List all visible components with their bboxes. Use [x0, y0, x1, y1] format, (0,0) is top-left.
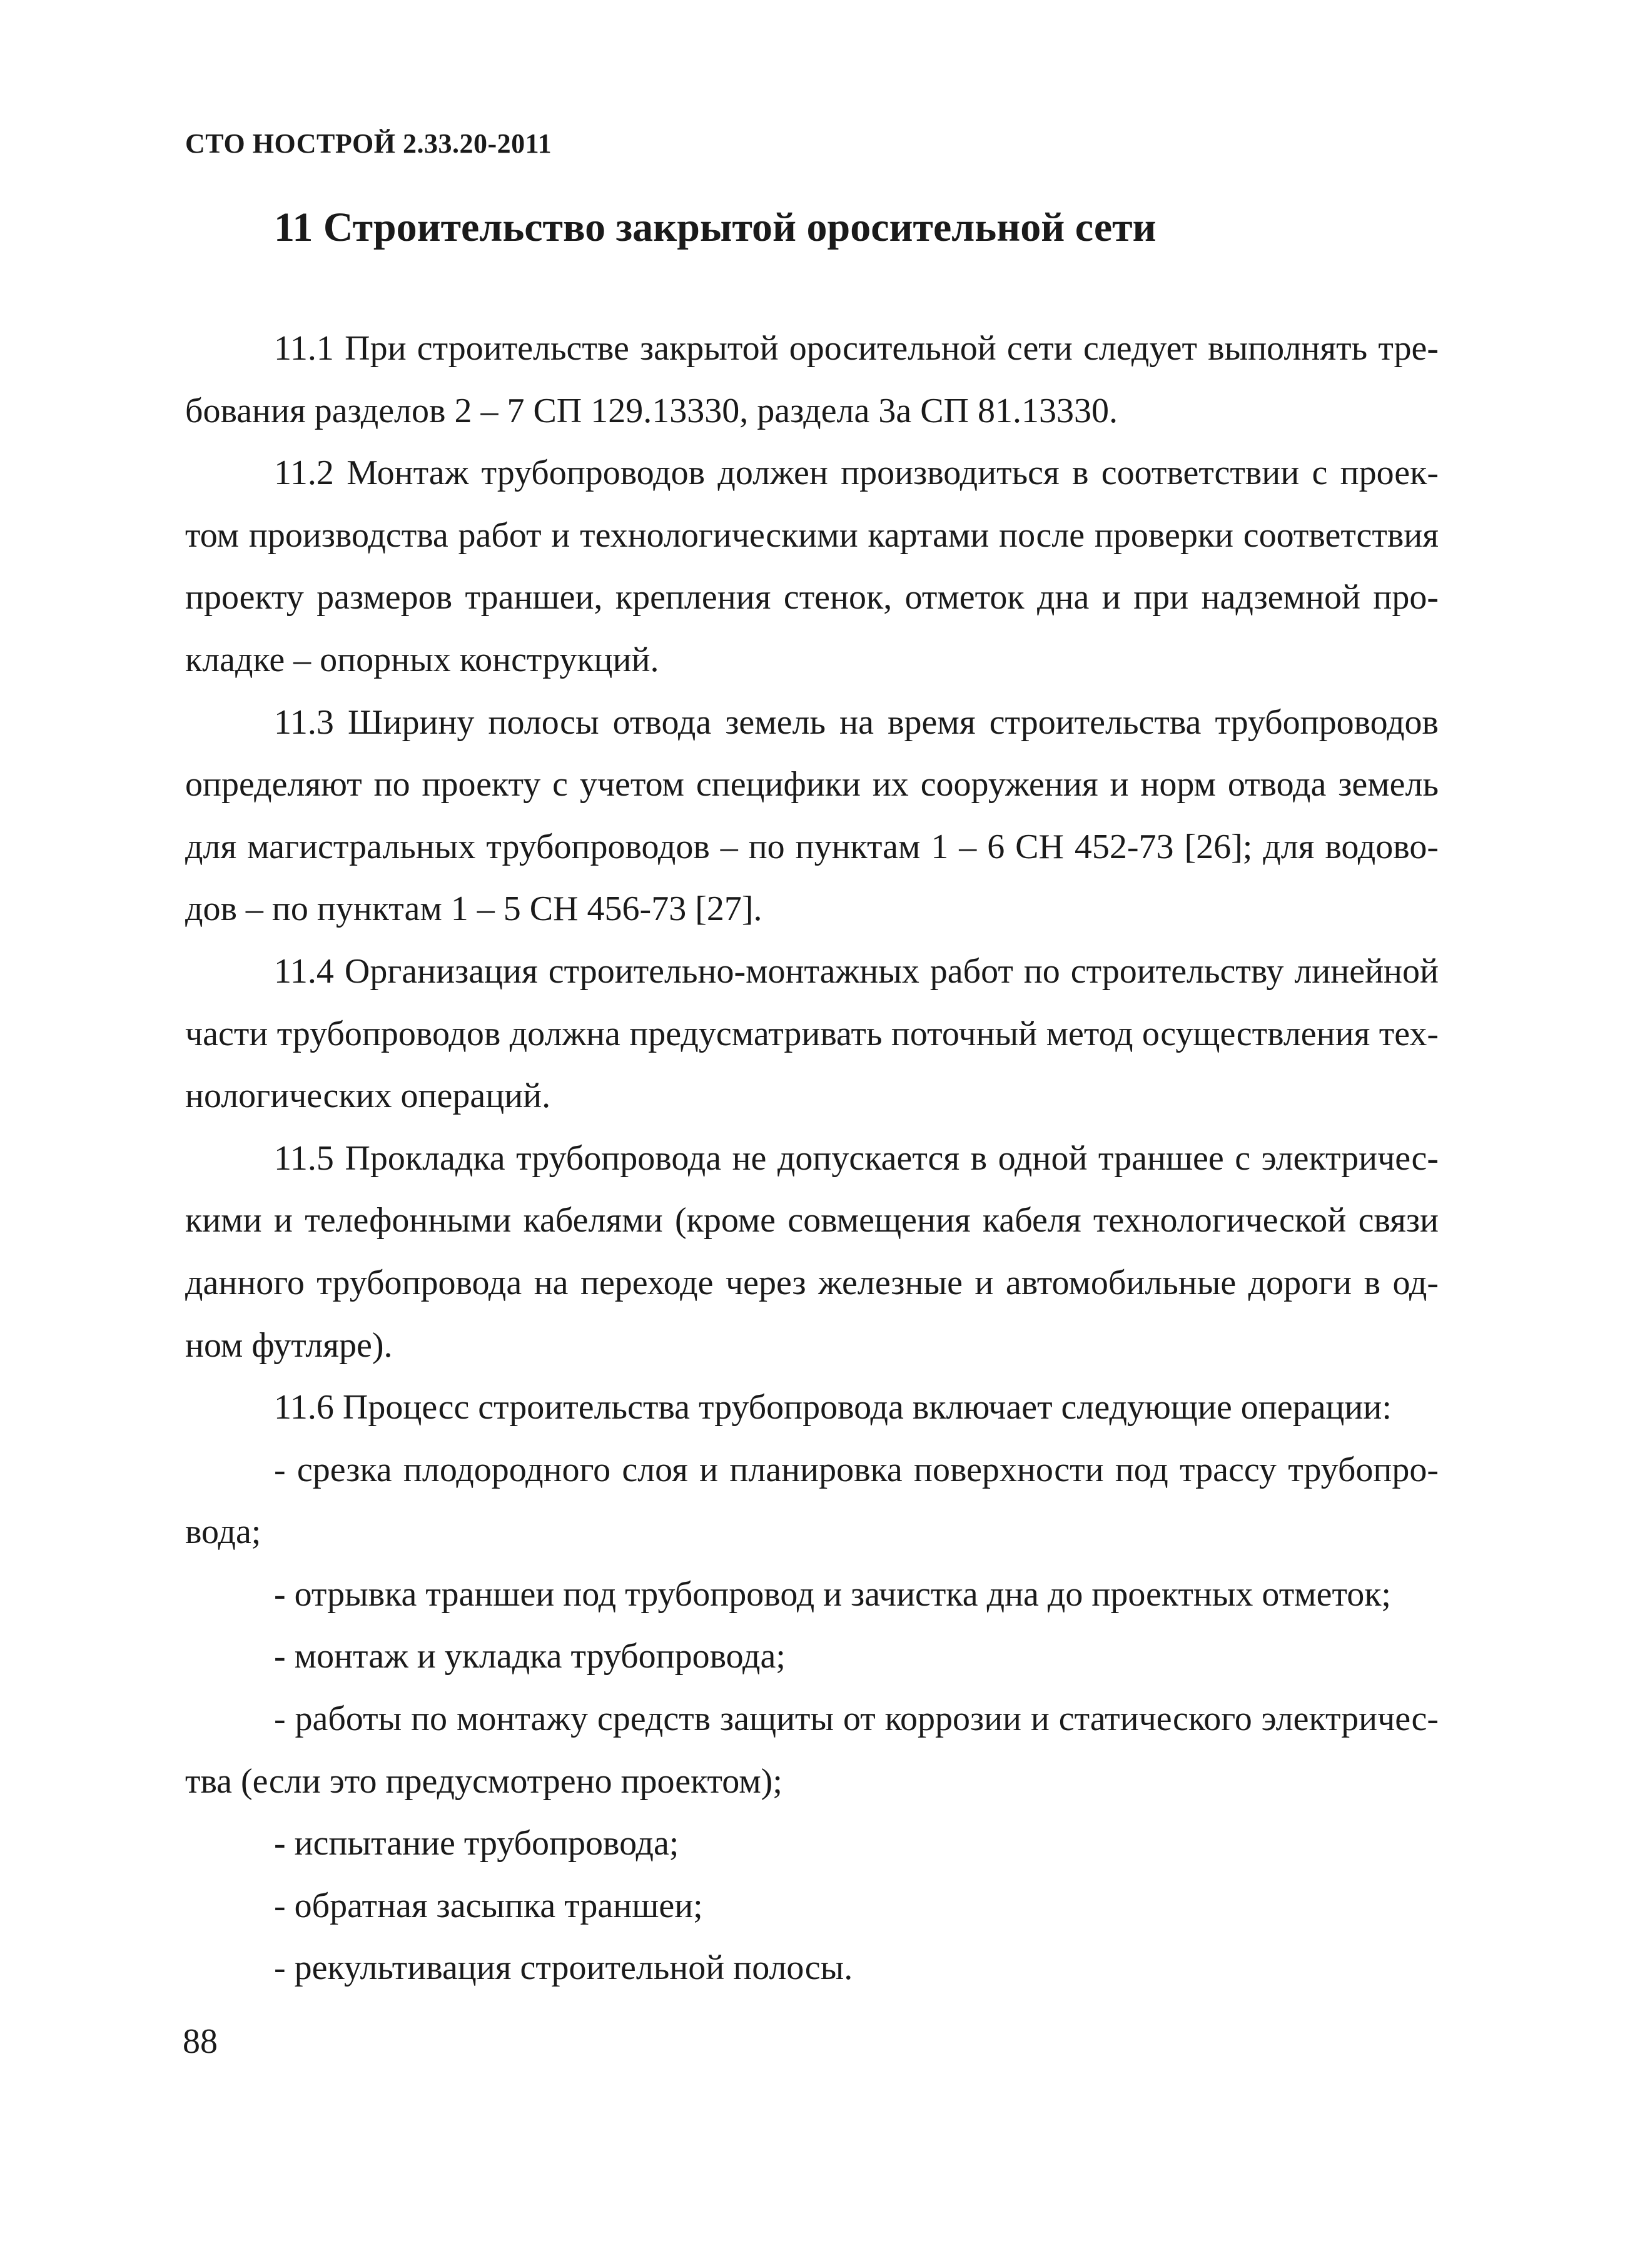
list-item: - испытание трубопровода;: [274, 1824, 679, 1863]
paragraph-11-3: 11.3 Ширину полосы отвода земель на время строительства трубопроводов определяют по проекту с учетом специфики их сооружения и норм отвода земель для магистральных трубопроводов – по пунктам 1 – 6 СН 452-73 [26]; для водоводов – по пунктам 1 – 5 СН 456-73 [27].: [185, 702, 1439, 929]
list-item: - рекультивация строительной полосы.: [274, 1948, 853, 1988]
paragraph-11-2: 11.2 Монтаж трубопроводов должен производиться в соответствии с проектом производства работ и технологическими картами после проверки соответствия проекту размеров траншеи, крепления стенок, отметок дна и при надземной прокладке – опорных конструкций.: [185, 453, 1439, 679]
paragraph-11-6: 11.6 Процесс строительства трубопровода включает следующие операции:: [274, 1388, 1392, 1427]
paragraph-11-5: 11.5 Прокладка трубопровода не допускается в одной траншее с электрическими и телефонными кабелями (кроме совмещения кабеля технологической связи данного трубопровода на переходе через железные и автомобильные дороги в одном футляре).: [185, 1138, 1439, 1365]
list-item: - срезка плодородного слоя и планировка поверхности под трассу трубопровода;: [185, 1450, 1439, 1552]
paragraph-11-1: 11.1 При строительстве закрытой оросительной сети следует выполнять требования разделов 2 – 7 СП 129.13330, раздела 3а СП 81.13330.: [185, 329, 1439, 430]
paragraph-11-4: 11.4 Организация строительно-монтажных работ по строительству линейной части трубопроводов должна предусматривать поточный метод осуществления технологических операций.: [185, 951, 1439, 1116]
list-item: - отрывка траншеи под трубопровод и зачистка дна до проектных отметок;: [274, 1574, 1391, 1614]
section-title: 11 Строительство закрытой оросительной сети: [274, 205, 1157, 250]
list-item: - обратная засыпка траншеи;: [274, 1886, 703, 1925]
page-number: 88: [183, 2022, 218, 2061]
document-code-header: СТО НОСТРОЙ 2.33.20-2011: [185, 128, 552, 159]
list-item: - работы по монтажу средств защиты от коррозии и статического электричества (если это предусмотрено проектом);: [185, 1699, 1439, 1801]
document-body: [185, 318, 1439, 2000]
list-item: - монтаж и укладка трубопровода;: [274, 1637, 786, 1676]
